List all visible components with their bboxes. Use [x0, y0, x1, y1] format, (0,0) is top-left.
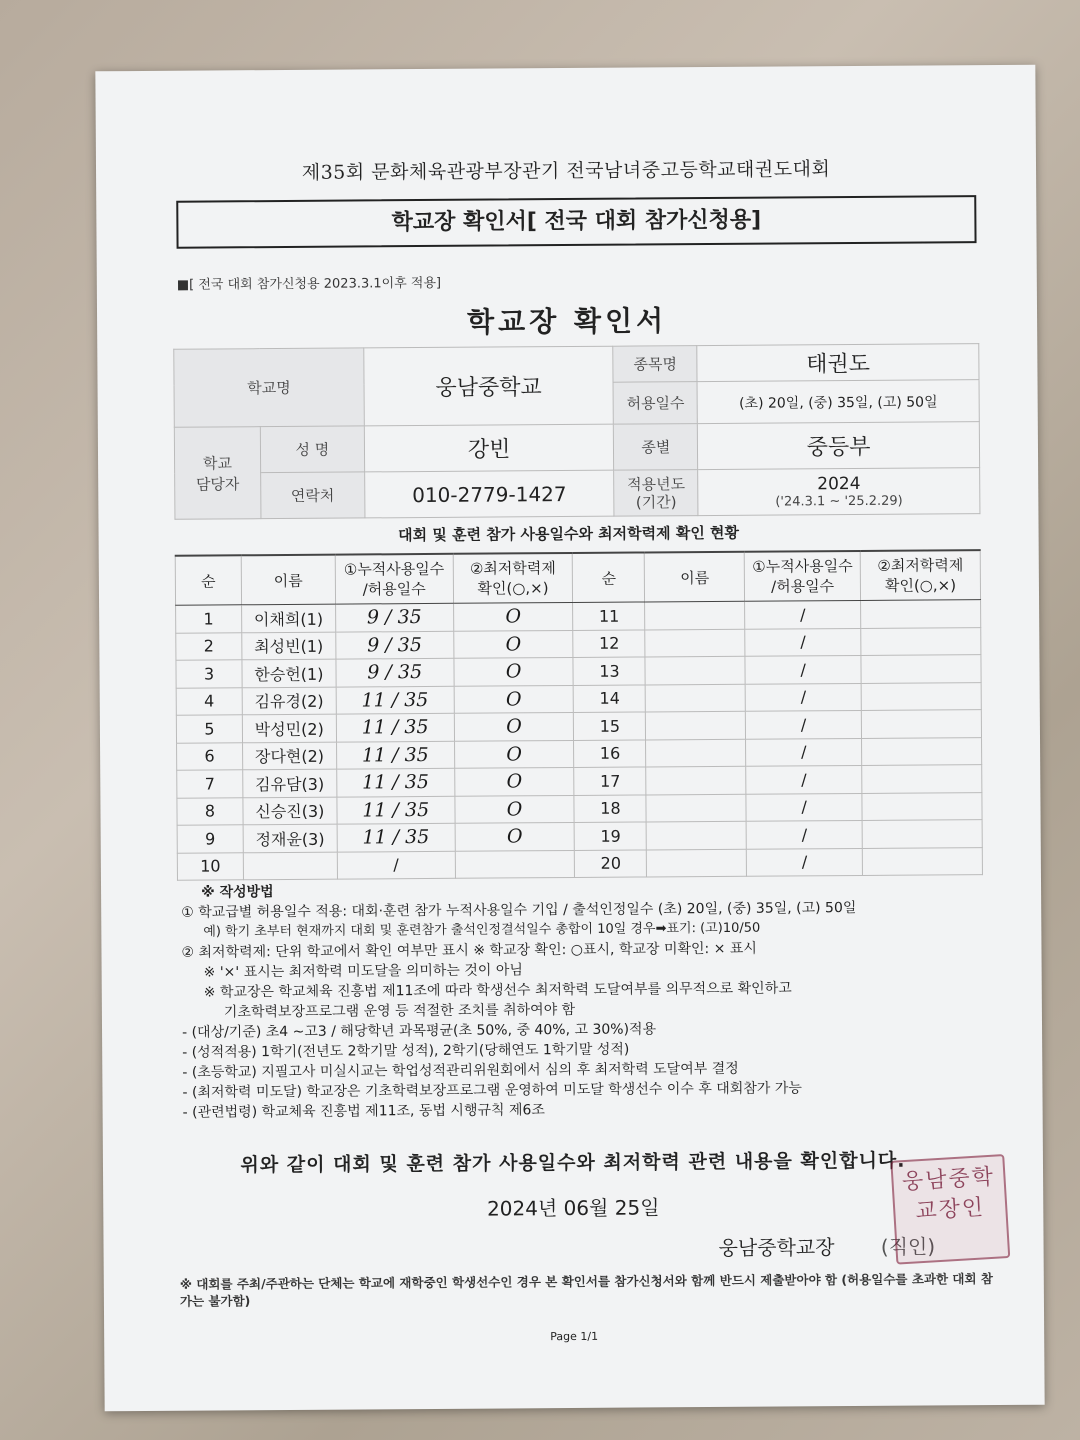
- row-no: 10: [177, 852, 243, 880]
- row-no: 15: [574, 712, 646, 740]
- row-name: [645, 656, 745, 684]
- seal-mark: (직인): [880, 1234, 936, 1259]
- row-name: [646, 684, 746, 712]
- row-name: [646, 794, 746, 822]
- row-check: [862, 792, 982, 820]
- info-table: [173, 343, 980, 520]
- row-days: 9 / 35: [336, 658, 454, 686]
- col-no: 순: [573, 552, 645, 602]
- boxed-title: 학교장 확인서[ 전국 대회 참가신청용]: [176, 195, 976, 249]
- row-no: 9: [177, 825, 243, 853]
- row-name: 박성민(2): [242, 714, 336, 742]
- row-name: 김유담(3): [243, 769, 337, 797]
- principal-name: 웅남중학교장: [718, 1235, 835, 1260]
- allowed-days-value: (초) 20일, (중) 35일, (고) 50일: [697, 380, 979, 424]
- row-check: O: [454, 685, 574, 713]
- year-value: 2024: [817, 473, 861, 495]
- row-days: /: [745, 655, 861, 683]
- row-days: /: [337, 851, 455, 879]
- instruction-line: - (대상/기준) 초4 ~고3 / 해당학년 과목평균(초 50%, 중 40%, 고 30%)적용: [181, 1021, 657, 1041]
- row-check: O: [453, 602, 573, 630]
- row-check: [861, 710, 981, 738]
- row-check: [862, 847, 982, 875]
- row-days: /: [746, 820, 862, 848]
- row-name: 정재윤(3): [243, 824, 337, 852]
- row-days: /: [745, 683, 861, 711]
- col-days: ①누적사용일수 /허용일수: [335, 554, 453, 604]
- row-name: 김유경(2): [242, 687, 336, 715]
- row-days: /: [746, 710, 862, 738]
- row-name: [646, 766, 746, 794]
- row-days: 11 / 35: [336, 713, 454, 741]
- row-no: 12: [573, 629, 645, 657]
- instructions-heading: ※ 작성방법: [201, 884, 274, 901]
- col-academic: ②최저학력제 확인(○,×): [860, 550, 980, 600]
- section-title: 대회 및 훈련 참가 사용일수와 최저학력제 확인 현황: [398, 523, 740, 545]
- footnote: ※ 대회를 주최/주관하는 단체는 학교에 재학중인 학생선수인 경우 본 확인서를 참가신청서와 함께 반드시 제출받아야 함 (허용일수를 초과한 대회 참가는 불가함): [179, 1271, 994, 1309]
- row-no: 3: [176, 660, 242, 688]
- col-no: 순: [175, 555, 241, 605]
- row-name: [646, 821, 746, 849]
- row-days: 9 / 35: [335, 603, 453, 631]
- col-name: 이름: [241, 555, 335, 605]
- row-name: 한승헌(1): [242, 659, 336, 687]
- row-check: O: [454, 657, 574, 685]
- instruction-line: ※ '×' 표시는 최저학력 미도달을 의미하는 것이 아님: [203, 962, 523, 981]
- row-days: /: [745, 600, 861, 628]
- instruction-line: - (최저학력 미도달) 학교장은 기초학력보장프로그램 운영하여 미도달 학생선수 이수 후 대회참가 가능: [182, 1080, 802, 1101]
- page-number: Page 1/1: [550, 1329, 599, 1344]
- row-days: /: [746, 765, 862, 793]
- instruction-line: ① 학교급별 허용일수 적용: 대회·훈련 참가 누적사용일수 기입 / 출석인정일수 (초) 20일, (중) 35일, (고) 50일: [181, 900, 857, 921]
- row-name: [646, 711, 746, 739]
- instruction-line: ※ 학교장은 학교체육 진흥법 제11조에 따라 학생선수 최저학력 도달여부를 의무적으로 확인하고: [203, 980, 792, 1001]
- row-name: 이채희(1): [241, 604, 335, 632]
- division-value: 중등부: [698, 422, 980, 470]
- school-label: 학교명: [174, 348, 364, 427]
- row-name: [646, 739, 746, 767]
- event-label: 종목명: [613, 346, 697, 383]
- official-seal-stamp: [890, 1154, 1010, 1265]
- row-check: O: [453, 630, 573, 658]
- row-days: 11 / 35: [337, 823, 455, 851]
- row-no: 7: [177, 770, 243, 798]
- event-value: 태권도: [697, 344, 979, 382]
- row-no: 19: [575, 822, 647, 850]
- seal-text: 웅남중학교장인: [901, 1164, 996, 1225]
- row-check: O: [455, 795, 575, 823]
- name-label: 성 명: [260, 426, 364, 473]
- row-days: 11 / 35: [336, 741, 454, 769]
- row-name: [243, 852, 337, 880]
- row-no: 14: [574, 684, 646, 712]
- instruction-line: - (성적적용) 1학기(전년도 2학기말 성적), 2학기(당해연도 1학기말 성적): [182, 1041, 630, 1061]
- row-days: /: [746, 738, 862, 766]
- row-check: O: [454, 712, 574, 740]
- division-label: 종별: [614, 424, 698, 471]
- year-cell: [698, 468, 980, 516]
- row-check: [861, 627, 981, 655]
- row-check: [862, 737, 982, 765]
- row-check: [861, 600, 981, 628]
- row-check: O: [454, 740, 574, 768]
- confirm-statement: 위와 같이 대회 및 훈련 참가 사용일수와 최저학력 관련 내용을 확인합니다.: [240, 1149, 906, 1177]
- row-name: [645, 601, 745, 629]
- row-no: 11: [573, 602, 645, 630]
- col-academic: ②최저학력제 확인(○,×): [453, 553, 573, 603]
- row-name: 신승진(3): [243, 797, 337, 825]
- row-days: /: [745, 628, 861, 656]
- row-days: 9 / 35: [336, 631, 454, 659]
- athlete-rows: [176, 600, 983, 881]
- row-days: /: [747, 848, 863, 876]
- school-value: 웅남중학교: [364, 346, 614, 426]
- row-no: 2: [176, 632, 242, 660]
- instruction-line: - (관련법령) 학교체육 진흥법 제11조, 동법 시행규칙 제6조: [182, 1102, 545, 1121]
- athlete-table: [175, 549, 983, 881]
- row-days: 11 / 35: [337, 796, 455, 824]
- instruction-line: 기초학력보장프로그램 운영 등 적절한 조치를 취하여야 함: [223, 1001, 576, 1021]
- year-label: 적용년도 (기간): [614, 470, 698, 517]
- row-no: 1: [176, 605, 242, 633]
- row-no: 4: [176, 687, 242, 715]
- row-name: 장다현(2): [242, 742, 336, 770]
- row-no: 16: [574, 739, 646, 767]
- row-check: [861, 682, 981, 710]
- name-value: 강빈: [364, 424, 614, 472]
- instructions: [181, 877, 1003, 1123]
- row-no: 18: [574, 794, 646, 822]
- row-no: 5: [176, 715, 242, 743]
- table-row: [177, 847, 982, 880]
- manager-label: 학교 담당자: [174, 427, 261, 520]
- row-check: O: [454, 767, 574, 795]
- row-no: 8: [177, 797, 243, 825]
- allowed-days-label: 허용일수: [613, 382, 697, 425]
- row-no: 17: [574, 767, 646, 795]
- competition-title: 제35회 문화체육관광부장관기 전국남녀중고등학교태권도대회: [301, 158, 831, 184]
- row-check: O: [455, 822, 575, 850]
- row-name: [645, 629, 745, 657]
- row-name: [647, 849, 747, 877]
- apply-note: ■[ 전국 대회 참가신청용 2023.3.1이후 적용]: [176, 275, 442, 293]
- row-days: /: [746, 793, 862, 821]
- contact-label: 연락처: [261, 472, 365, 519]
- instruction-line: 예) 학기 초부터 현재까지 대회 및 훈련참가 출석인정결석일수 총합이 10일 경우➡표기: (고)10/50: [203, 920, 761, 940]
- row-no: 20: [575, 849, 647, 877]
- main-title: 학교장 확인서: [466, 304, 668, 339]
- instruction-line: ② 최저학력제: 단위 학교에서 확인 여부만 표시 ※ 학교장 확인: ○표시, 학교장 미확인: × 표시: [181, 940, 757, 961]
- document-paper: [95, 65, 1044, 1412]
- row-no: 13: [573, 657, 645, 685]
- row-check: [455, 850, 575, 878]
- col-days: ①누적사용일수 /허용일수: [744, 551, 860, 601]
- contact-value: 010-2779-1427: [364, 470, 614, 518]
- row-check: [862, 765, 982, 793]
- col-name: 이름: [645, 552, 745, 602]
- row-days: 11 / 35: [337, 768, 455, 796]
- row-no: 6: [177, 742, 243, 770]
- instruction-line: - (초등학교) 지필고사 미실시교는 학업성적관리위원회에서 심의 후 최저학력 도달여부 결정: [182, 1060, 739, 1081]
- row-days: 11 / 35: [336, 686, 454, 714]
- year-period: ('24.3.1 ~ '25.2.29): [775, 493, 903, 510]
- row-check: [862, 820, 982, 848]
- row-name: 최성빈(1): [242, 632, 336, 660]
- issue-date: 2024년 06월 25일: [486, 1195, 660, 1221]
- row-check: [861, 655, 981, 683]
